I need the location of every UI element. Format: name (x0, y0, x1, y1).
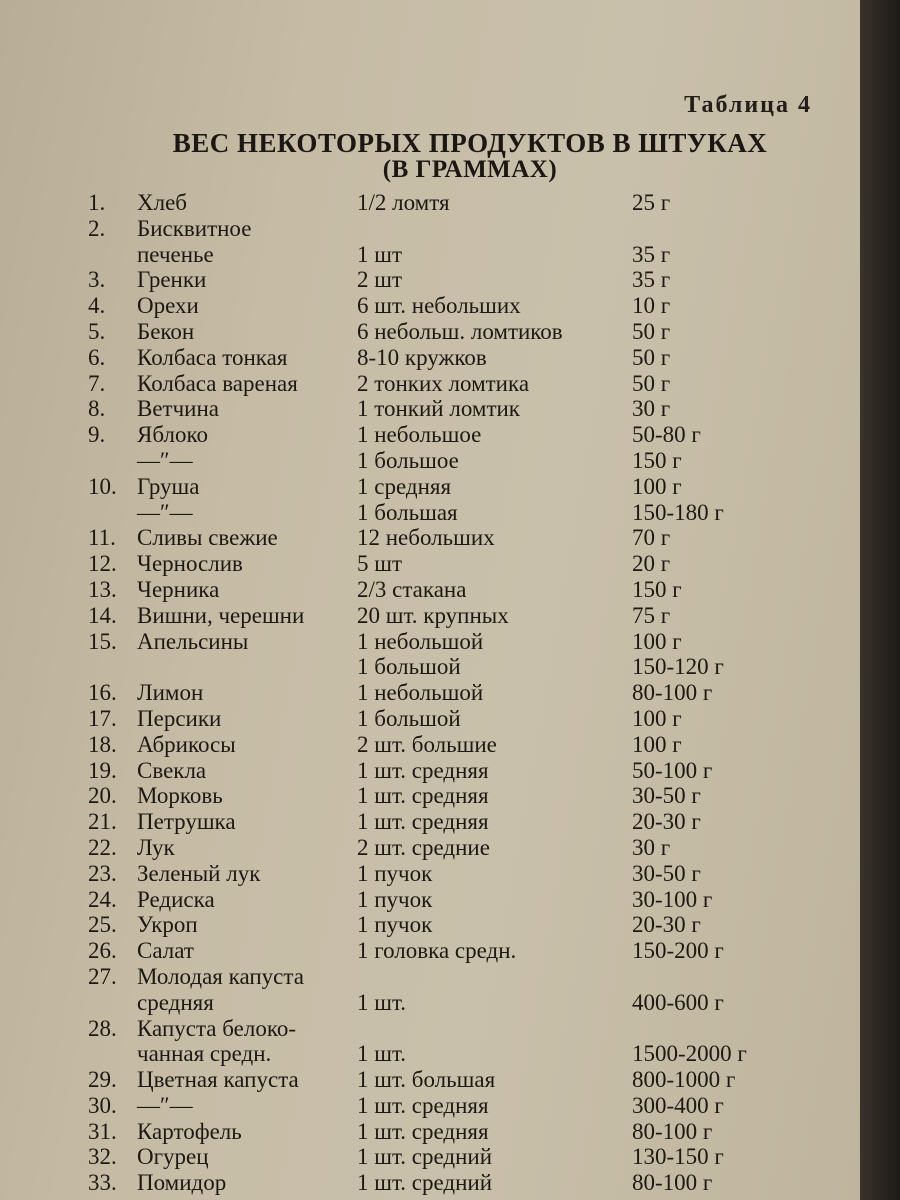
table-row (0, 629, 860, 655)
table-row (0, 887, 860, 913)
product-quantity: 1 шт. средний (357, 1144, 493, 1170)
product-weight: 50 г (632, 344, 671, 370)
table-label: Таблица 4 (684, 92, 812, 118)
product-weight: 100 г (632, 473, 682, 499)
product-name: Укроп (137, 912, 198, 938)
table-row (0, 861, 860, 887)
product-quantity: 5 шт (357, 551, 403, 577)
product-name: Морковь (137, 783, 223, 809)
product-name: Черника (137, 576, 220, 602)
row-number: 19. (88, 757, 117, 783)
row-number: 6. (88, 344, 106, 370)
product-weight: 20 г (632, 551, 671, 577)
product-quantity: 1 небольшой (357, 628, 484, 654)
table-row (0, 809, 860, 835)
row-number: 26. (88, 938, 117, 964)
product-name: —″— (137, 447, 193, 473)
page-title: ВЕС НЕКОТОРЫХ ПРОДУКТОВ В ШТУКАХ (172, 128, 768, 158)
product-quantity: 1 тонкий ломтик (357, 396, 520, 422)
row-number: 14. (88, 602, 117, 628)
product-quantity: 1 шт. средний (357, 1170, 493, 1196)
row-number: 10. (88, 473, 117, 499)
product-name: Вишни, черешни (137, 602, 305, 628)
product-quantity: 12 небольших (357, 525, 495, 551)
row-number: 12. (88, 551, 117, 577)
row-number: 9. (88, 422, 106, 448)
product-weight: 30-50 г (632, 860, 701, 886)
product-name: Редиска (137, 886, 215, 912)
product-quantity: 1 шт. средняя (357, 783, 489, 809)
product-weight: 100 г (632, 628, 682, 654)
product-name: —″— (137, 499, 193, 525)
product-name: Абрикосы (137, 731, 236, 757)
product-quantity: 1 шт. большая (357, 1067, 496, 1093)
product-weight: 80-100 г (632, 1170, 713, 1196)
row-number: 16. (88, 680, 117, 706)
product-weight: 130-150 г (632, 1144, 724, 1170)
product-weight: 70 г (632, 525, 671, 551)
product-quantity: 1 шт. (357, 1041, 407, 1067)
product-quantity: 20 шт. крупных (357, 602, 509, 628)
product-name: Лук (137, 834, 175, 860)
table-row (0, 654, 860, 680)
row-number: 13. (88, 576, 117, 602)
product-name: Помидор (137, 1170, 227, 1196)
product-weight: 35 г (632, 241, 671, 267)
product-quantity: 1/2 ломтя (357, 190, 450, 215)
product-name: Орехи (137, 293, 199, 319)
product-weight: 50 г (632, 370, 671, 396)
table-row (0, 1016, 860, 1042)
product-weight: 50-80 г (632, 422, 701, 448)
row-number: 15. (88, 628, 117, 654)
product-name: Салат (137, 938, 194, 964)
product-name: Персики (137, 705, 222, 731)
product-quantity: 1 шт. (357, 989, 407, 1015)
product-weight: 150-200 г (632, 938, 724, 964)
product-quantity: 8-10 кружков (357, 344, 487, 370)
product-name: Сливы свежие (137, 525, 278, 551)
row-number: 2. (88, 215, 106, 241)
product-weight: 300-400 г (632, 1092, 724, 1118)
product-weight: 50 г (632, 318, 671, 344)
product-quantity: 1 шт. средняя (357, 809, 489, 835)
row-number: 3. (88, 267, 106, 293)
product-weight: 80-100 г (632, 680, 713, 706)
table-row (0, 1144, 860, 1170)
table-row (0, 396, 860, 422)
product-name: Чернослив (137, 551, 243, 577)
table-row (0, 1067, 860, 1093)
product-quantity: 1 пучок (357, 860, 433, 886)
row-number: 33. (88, 1170, 117, 1196)
table-row (0, 500, 860, 526)
product-name: Бекон (137, 318, 195, 344)
product-weight: 150 г (632, 447, 682, 473)
table-row (0, 551, 860, 577)
product-name: печенье (137, 241, 214, 267)
product-weight: 30-50 г (632, 783, 701, 809)
product-weight: 800-1000 г (632, 1067, 736, 1093)
table-row (0, 1041, 860, 1067)
product-quantity: 1 большая (357, 499, 458, 525)
row-number: 5. (88, 318, 106, 344)
table-row (0, 1119, 860, 1145)
table-row (0, 525, 860, 551)
row-number: 17. (88, 705, 117, 731)
product-name: чанная средн. (137, 1041, 272, 1067)
table-row (0, 680, 860, 706)
product-quantity: 1 пучок (357, 886, 433, 912)
product-quantity: 1 большое (357, 447, 459, 473)
product-weight: 25 г (632, 190, 671, 215)
product-weight: 80-100 г (632, 1118, 713, 1144)
product-weight: 20-30 г (632, 912, 701, 938)
product-quantity: 1 шт. средняя (357, 1118, 489, 1144)
product-quantity: 2/3 стакана (357, 576, 467, 602)
row-number: 4. (88, 293, 106, 319)
row-number: 27. (88, 963, 117, 989)
product-name: Апельсины (137, 628, 249, 654)
table-row (0, 190, 860, 216)
row-number: 31. (88, 1118, 117, 1144)
product-quantity: 1 шт. средняя (357, 757, 489, 783)
product-quantity: 1 шт (357, 241, 403, 267)
product-name: Капуста белоко- (137, 1015, 297, 1041)
product-weight: 30-100 г (632, 886, 713, 912)
table-row (0, 216, 860, 242)
table-row (0, 964, 860, 990)
row-number: 24. (88, 886, 117, 912)
table-row (0, 938, 860, 964)
product-weight: 20-30 г (632, 809, 701, 835)
product-name: Груша (137, 473, 200, 499)
table-row (0, 371, 860, 397)
product-name: средняя (137, 989, 214, 1015)
table-row (0, 474, 860, 500)
product-weight: 10 г (632, 293, 671, 319)
table-row (0, 835, 860, 861)
product-name: Зеленый лук (137, 860, 261, 886)
product-weight: 150-180 г (632, 499, 724, 525)
table-row (0, 783, 860, 809)
table-row (0, 758, 860, 784)
table-row (0, 1170, 860, 1196)
product-weight: 100 г (632, 705, 682, 731)
product-quantity: 6 шт. небольших (357, 293, 521, 319)
row-number: 22. (88, 834, 117, 860)
table-row (0, 293, 860, 319)
product-weight: 30 г (632, 834, 671, 860)
product-name: Огурец (137, 1144, 209, 1170)
row-number: 25. (88, 912, 117, 938)
products-table (0, 190, 860, 1196)
product-name: Молодая капуста (137, 963, 304, 989)
product-name: Петрушка (137, 809, 236, 835)
row-number: 32. (88, 1144, 117, 1170)
page-subtitle: (В ГРАММАХ) (382, 156, 558, 183)
table-row (0, 267, 860, 293)
table-row (0, 732, 860, 758)
product-name: Картофель (137, 1118, 242, 1144)
table-row (0, 242, 860, 268)
row-number: 11. (88, 525, 116, 551)
product-quantity: 1 небольшой (357, 680, 484, 706)
row-number: 1. (88, 190, 106, 215)
row-number: 29. (88, 1067, 117, 1093)
page-edge (860, 0, 900, 1200)
table-row (0, 319, 860, 345)
product-quantity: 1 средняя (357, 473, 452, 499)
product-name: Бисквитное (137, 215, 252, 241)
product-weight: 30 г (632, 396, 671, 422)
product-quantity: 1 небольшое (357, 422, 482, 448)
row-number: 21. (88, 809, 117, 835)
product-weight: 400-600 г (632, 989, 724, 1015)
product-quantity: 1 головка средн. (357, 938, 517, 964)
table-row (0, 448, 860, 474)
row-number: 23. (88, 860, 117, 886)
product-weight: 1500-2000 г (632, 1041, 747, 1067)
product-quantity: 2 шт. средние (357, 834, 490, 860)
product-quantity: 1 шт. средняя (357, 1092, 489, 1118)
table-row (0, 422, 860, 448)
product-quantity: 6 небольш. ломтиков (357, 318, 563, 344)
product-weight: 150 г (632, 576, 682, 602)
product-quantity: 2 тонких ломтика (357, 370, 530, 396)
table-row (0, 577, 860, 603)
product-name: Цветная капуста (137, 1067, 299, 1093)
row-number: 18. (88, 731, 117, 757)
product-name: Гренки (137, 267, 207, 293)
product-name: Ветчина (137, 396, 219, 422)
product-name: Лимон (137, 680, 204, 706)
product-quantity: 1 пучок (357, 912, 433, 938)
product-weight: 150-120 г (632, 654, 724, 680)
product-quantity: 2 шт (357, 267, 403, 293)
product-name: Яблоко (137, 422, 208, 448)
table-row (0, 345, 860, 371)
product-quantity: 1 большой (357, 705, 461, 731)
product-weight: 100 г (632, 731, 682, 757)
product-name: Свекла (137, 757, 207, 783)
product-weight: 50-100 г (632, 757, 713, 783)
table-row (0, 1093, 860, 1119)
row-number: 7. (88, 370, 106, 396)
product-name: Колбаса вареная (137, 370, 298, 396)
product-weight: 35 г (632, 267, 671, 293)
row-number: 28. (88, 1015, 117, 1041)
row-number: 30. (88, 1092, 117, 1118)
product-quantity: 1 большой (357, 654, 461, 680)
table-row (0, 912, 860, 938)
table-row (0, 603, 860, 629)
table-row (0, 990, 860, 1016)
row-number: 8. (88, 396, 106, 422)
product-name: Колбаса тонкая (137, 344, 288, 370)
row-number: 20. (88, 783, 117, 809)
product-name: Хлеб (137, 190, 187, 215)
product-name: —″— (137, 1092, 193, 1118)
product-weight: 75 г (632, 602, 671, 628)
product-quantity: 2 шт. большие (357, 731, 497, 757)
table-row (0, 706, 860, 732)
